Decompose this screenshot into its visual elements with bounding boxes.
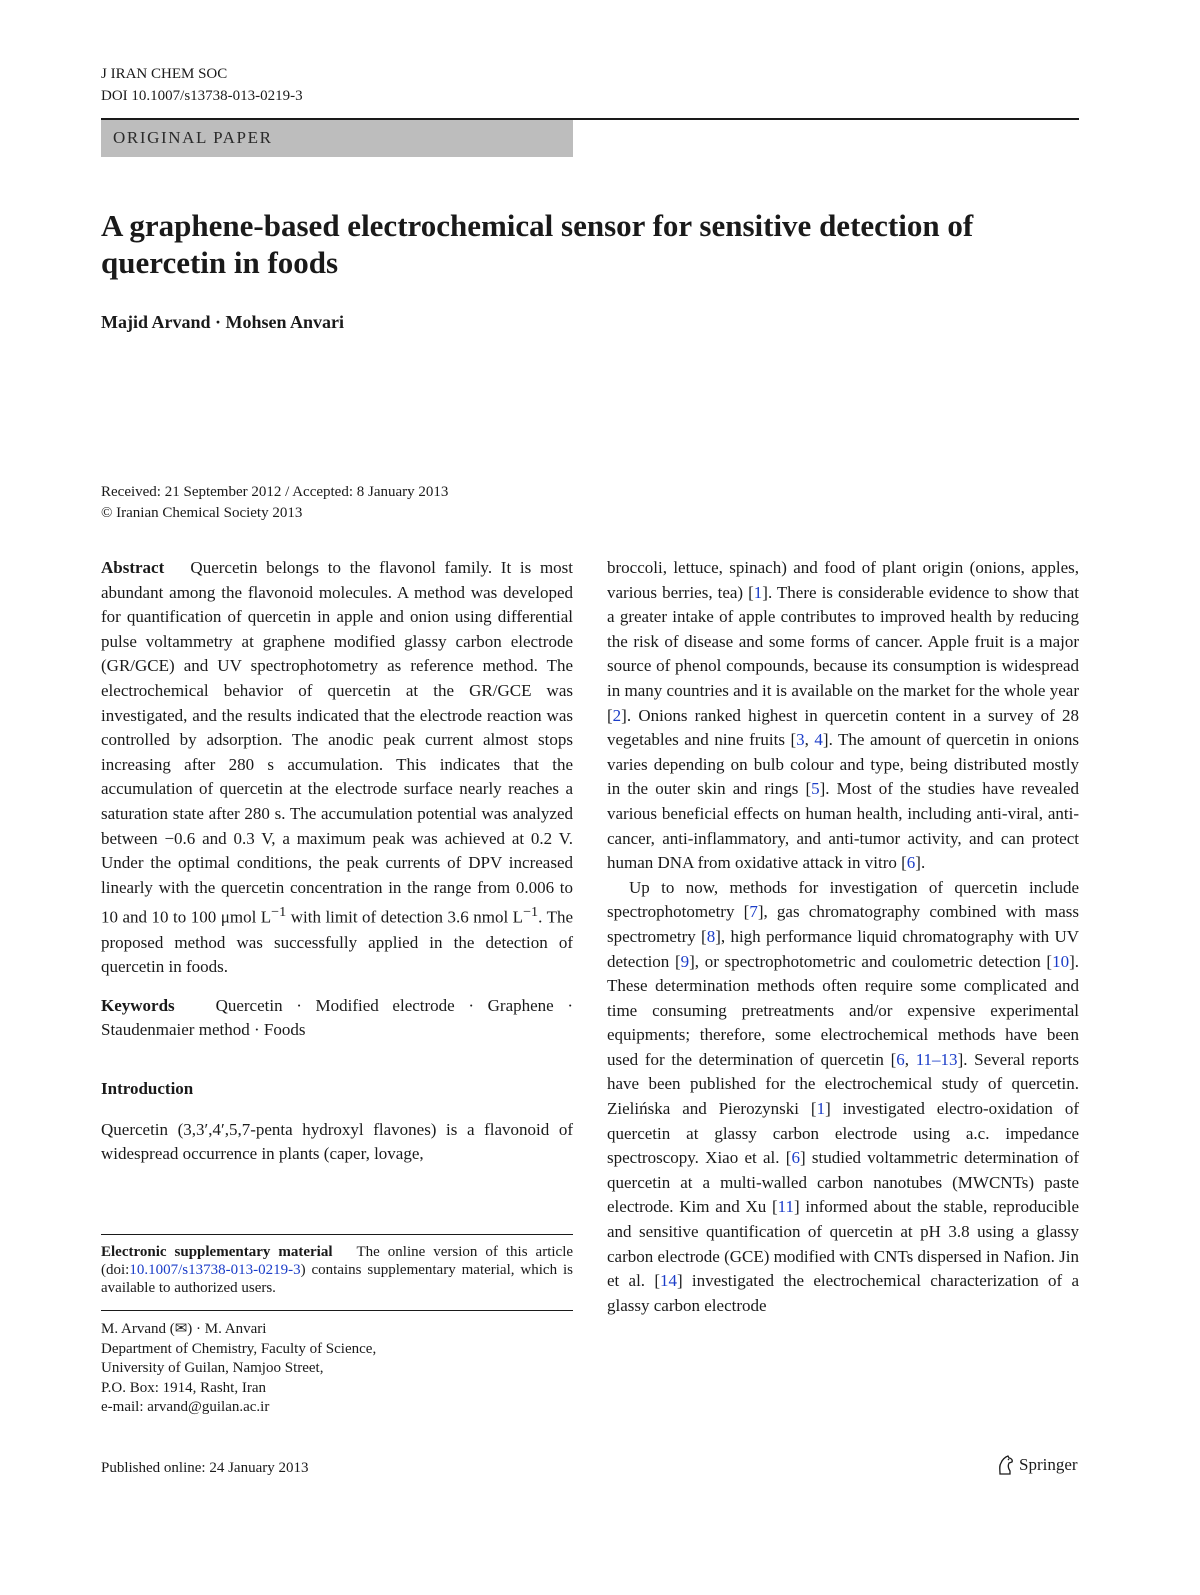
affiliation-univ: University of Guilan, Namjoo Street, (101, 1360, 324, 1377)
abstract-text: . The proposed method was successfully applied in the detection of quercetin in foods. (101, 907, 574, 977)
citation-link[interactable]: 9 (680, 951, 690, 971)
authors: Majid Arvand · Mohsen Anvari (101, 312, 345, 332)
citation-link[interactable]: 6 (896, 1049, 905, 1069)
unit-superscript: −1 (523, 904, 539, 921)
paragraph-text: ]. The amount of quercetin in onions varies depending on bulb colour and type, being distributed mostly in the outer skin and rings [ (607, 730, 1079, 799)
article-title: A graphene-based electrochemical sensor for sensitive detection of quercetin in foods (101, 208, 974, 280)
published-date: Published online: 24 January 2013 (101, 1460, 309, 1476)
paragraph-text: ]. These determination methods often require some complicated and time consuming pretreatments and/or expensive experimental equipments; therefore, some electrochemical methods have been used for the determination of quercetin [ (607, 951, 1079, 1069)
abstract-text: Quercetin belongs to the flavonol family. It is most abundant among the flavonoid molecules. A method was developed for quantification of quercetin in apple and onion using differential pulse voltammetry at graphene modified glassy carbon electrode (GR/GCE) and UV spectrophotometry as reference method. The electrochemical behavior of quercetin at the GR/GCE was investigated, and the results indicated that the electrode reaction was controlled by adsorption. The anodic peak current almost stops increasing after 280 s accumulation. This indicates that the accumulation of quercetin at the electrode surface nearly reaches a saturation state after 280 s. The accumulation potential was analyzed between −0.6 and 0.3 V, a maximum peak was achieved at 0.2 V. Under the optimal conditions, the peak currents of DPV increased linearly with the quercetin concentration in the range from 0.006 to 10 and 10 to 100 μmol L (101, 558, 574, 927)
left-column (101, 556, 573, 1167)
citation-link[interactable]: 1 (816, 1099, 826, 1119)
esm-text: ) contains supplementary material, which is available to authorized users. (101, 1262, 573, 1296)
journal-name: J IRAN CHEM SOC (101, 66, 228, 82)
citation-link[interactable]: 1 (753, 582, 763, 602)
esm-doi-link[interactable]: 10.1007/s13738-013-0219-3 (129, 1262, 301, 1278)
paragraph-text: ]. Most of the studies have revealed various beneficial effects on human health, including anti-viral, anti-cancer, anti-inflammatory, and anti-tumor activity, and can protect human DNA from oxidative attack in vitro [ (607, 779, 1079, 873)
supplementary-note (101, 1243, 573, 1297)
article-dates (101, 482, 448, 524)
affiliation-pobox: P.O. Box: 1914, Rasht, Iran (101, 1379, 266, 1396)
paragraph-text: ], high performance liquid chromatography with UV detection [ (607, 926, 1080, 971)
citation-link[interactable]: 7 (749, 902, 758, 922)
section-label: ORIGINAL PAPER (113, 128, 273, 147)
citation-link[interactable]: 14 (659, 1271, 677, 1291)
esm-text: The online version of this article (doi: (101, 1244, 574, 1278)
paragraph-text: ] investigated the electrochemical characterization of a glassy carbon electrode (607, 1271, 1079, 1315)
springer-horse-icon (996, 1455, 1014, 1475)
paragraph-text: , (804, 730, 815, 750)
introduction-heading: Introduction (101, 1078, 194, 1098)
footnote-rule (101, 1234, 573, 1235)
footnote-rule (101, 1310, 573, 1311)
paragraph-text: ] studied voltammetric determination of quercetin at a multi-walled carbon nanotubes (MWCNTs) paste electrode. Kim and Xu [ (607, 1148, 1079, 1217)
keywords-label: Keywords (101, 995, 175, 1015)
citation-link[interactable]: 2 (612, 705, 622, 725)
citation-link[interactable]: 4 (814, 730, 823, 750)
citation-link[interactable]: 8 (706, 926, 716, 946)
affiliation-names: M. Arvand (✉) · M. Anvari (101, 1321, 267, 1337)
paragraph-text: ]. There is considerable evidence to show that a greater intake of apple contributes to improved health by reducing the risk of disease and some forms of cancer. Apple fruit is a major source of phenol compounds, because its consumption is widespread in many countries and it is available on the market for the whole year [ (607, 582, 1079, 725)
paragraph-text: Up to now, methods for investigation of quercetin include spectrophotometry [ (607, 877, 1079, 922)
citation-link[interactable]: 10 (1052, 951, 1070, 971)
paragraph-text: ], or spectrophotometric and coulometric detection [ (689, 951, 1053, 971)
citation-link[interactable]: 6 (791, 1148, 800, 1168)
citation-link[interactable]: 6 (906, 853, 916, 873)
paragraph-text: ] investigated electro-oxidation of quercetin at glassy carbon electrode using a.c. impedance spectroscopy. Xiao et al. [ (607, 1099, 1079, 1168)
keywords-text: Quercetin · Modified electrode · Graphene · Staudenmaier method · Foods (101, 995, 574, 1040)
paragraph-text: broccoli, lettuce, spinach) and food of plant origin (onions, apples, various berries, tea) [ (607, 558, 1079, 602)
paragraph-text: ], gas chromatography combined with mass spectrometry [ (607, 902, 1079, 946)
paragraph-text: ]. (915, 853, 926, 873)
intro-paragraph-1 (607, 556, 1079, 876)
citation-link[interactable]: 5 (811, 779, 820, 799)
introduction-text: Quercetin (3,3′,4′,5,7-penta hydroxyl flavones) is a flavonoid of widespread occurrence in plants (caper, lovage, (101, 1119, 573, 1164)
abstract-text: with limit of detection 3.6 nmol L (286, 907, 524, 927)
affiliation-dept: Department of Chemistry, Faculty of Science, (101, 1340, 377, 1357)
esm-label: Electronic supplementary material (101, 1244, 333, 1260)
paragraph-text: ]. Several reports have been published for the electrochemical study of quercetin. Zielińska and Pierozynski [ (607, 1049, 1079, 1119)
paragraph-text: ] informed about the stable, reproducible and sensitive quantification of quercetin at pH 3.8 using a glassy carbon electrode (GCE) modified with CNTs dispersed in Nafion. Jin et al. [ (607, 1197, 1079, 1291)
paragraph-text: , (904, 1049, 916, 1069)
copyright: © Iranian Chemical Society 2013 (101, 505, 303, 521)
section-label-box (101, 120, 573, 157)
running-header (101, 63, 303, 107)
keywords (101, 994, 573, 1043)
paragraph-text: ]. Onions ranked highest in quercetin content in a survey of 28 vegetables and nine fruits [ (607, 705, 1079, 750)
citation-link[interactable]: 11–13 (915, 1049, 958, 1069)
received-accepted: Received: 21 September 2012 / Accepted: 8 January 2013 (101, 484, 449, 500)
affiliation (101, 1320, 376, 1418)
abstract-label: Abstract (101, 558, 165, 577)
citation-link[interactable]: 11 (777, 1197, 795, 1217)
citation-link[interactable]: 3 (796, 730, 805, 750)
unit-superscript: −1 (271, 904, 287, 921)
publisher-logo (996, 1455, 1078, 1475)
intro-paragraph-2 (607, 876, 1079, 1319)
doi: DOI 10.1007/s13738-013-0219-3 (101, 88, 303, 104)
publisher-name: Springer (1019, 1455, 1078, 1474)
affiliation-email: e-mail: arvand@guilan.ac.ir (101, 1399, 270, 1416)
right-column (607, 556, 1079, 1318)
abstract (101, 556, 573, 980)
